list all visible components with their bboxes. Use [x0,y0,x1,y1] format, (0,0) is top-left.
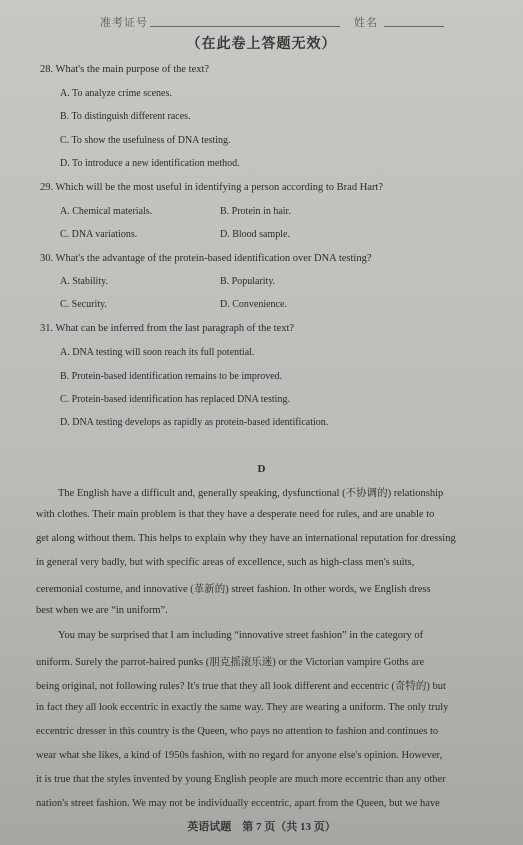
answer-sheet-header [0,10,523,32]
section-heading: D [257,463,266,475]
passage-line: wear what she likes, a kind of 1950s fashion, with no regard for anyone else's opinion. However, [36,750,443,761]
option-text: B. Protein in hair. [220,206,291,217]
option-text: C. DNA variations. [60,229,138,240]
option-text: C. To show the usefulness of DNA testing. [60,135,231,146]
passage-line: in general very badly, but with specific areas of excellence, such as high-class men's suits, [36,557,415,568]
passage-line: uniform. Surely the parrot-haired punks (朋克摇滚乐迷) or the Victorian vampire Goths are [36,657,425,668]
passage-line: with clothes. Their main problem is that they have a desperate need for rules, and are unable to [36,509,435,520]
passage-line: nation's street fashion. We may not be individually eccentric, apart from the Queen, but we have [36,798,440,809]
passage-line: best when we are “in uniform”. [36,605,168,616]
exam-number-label: 准考证号 [100,17,148,29]
option-text: A. Stability. [60,276,108,287]
option-text: D. To introduce a new identification method. [60,158,240,169]
option-text: B. Popularity. [220,276,276,287]
option-text: D. Blood sample. [220,229,290,240]
question-stem: 30. What's the advantage of the protein-based identification over DNA testing? [40,253,372,264]
option-text: B. To distinguish different races. [60,111,191,122]
option-text: A. DNA testing will soon reach its full potential. [60,347,255,358]
passage-line: in fact they all look eccentric in exactly the same way. They are wearing a uniform. The only truly [36,702,449,713]
option-text: D. DNA testing develops as rapidly as protein-based identification. [60,417,329,428]
option-text: A. To analyze crime scenes. [60,88,172,99]
passage-line: ceremonial costume, and innovative (革新的) street fashion. In other words, we English dress [36,584,431,595]
passage-line: You may be surprised that I am including “innovative street fashion” in the category of [58,630,424,641]
passage-line: The English have a difficult and, generally speaking, dysfunctional (不协调的) relationship [58,488,444,499]
passage-line: it is true that the styles invented by young English people are much more eccentric than any other [36,774,446,785]
passage-line: being original, not following rules? It's true that they all look different and eccentric (奇特的) but [36,681,446,692]
question-stem: 29. Which will be the most useful in identifying a person according to Brad Hart? [40,182,384,193]
option-text: C. Protein-based identification has replaced DNA testing. [60,394,290,405]
passage-line: get along without them. This helps to explain why they have an international reputation for dressing [36,533,456,544]
name-blank [384,26,444,27]
passage-line: eccentric dresser in this country is the Queen, who pays no attention to fashion and continues to [36,726,439,737]
question-stem: 28. What's the main purpose of the text? [40,64,210,75]
exam-number-blank [150,26,340,27]
name-label: 姓名 [354,17,378,29]
no-answer-notice: （在此卷上答题无效） [186,37,337,52]
option-text: D. Convenience. [220,299,287,310]
option-text: A. Chemical materials. [60,206,153,217]
option-text: B. Protein-based identification remains to be improved. [60,371,283,382]
question-stem: 31. What can be inferred from the last paragraph of the text? [40,323,295,334]
page-footer: 英语试题 第 7 页（共 13 页） [187,821,336,833]
option-text: C. Security. [60,299,107,310]
